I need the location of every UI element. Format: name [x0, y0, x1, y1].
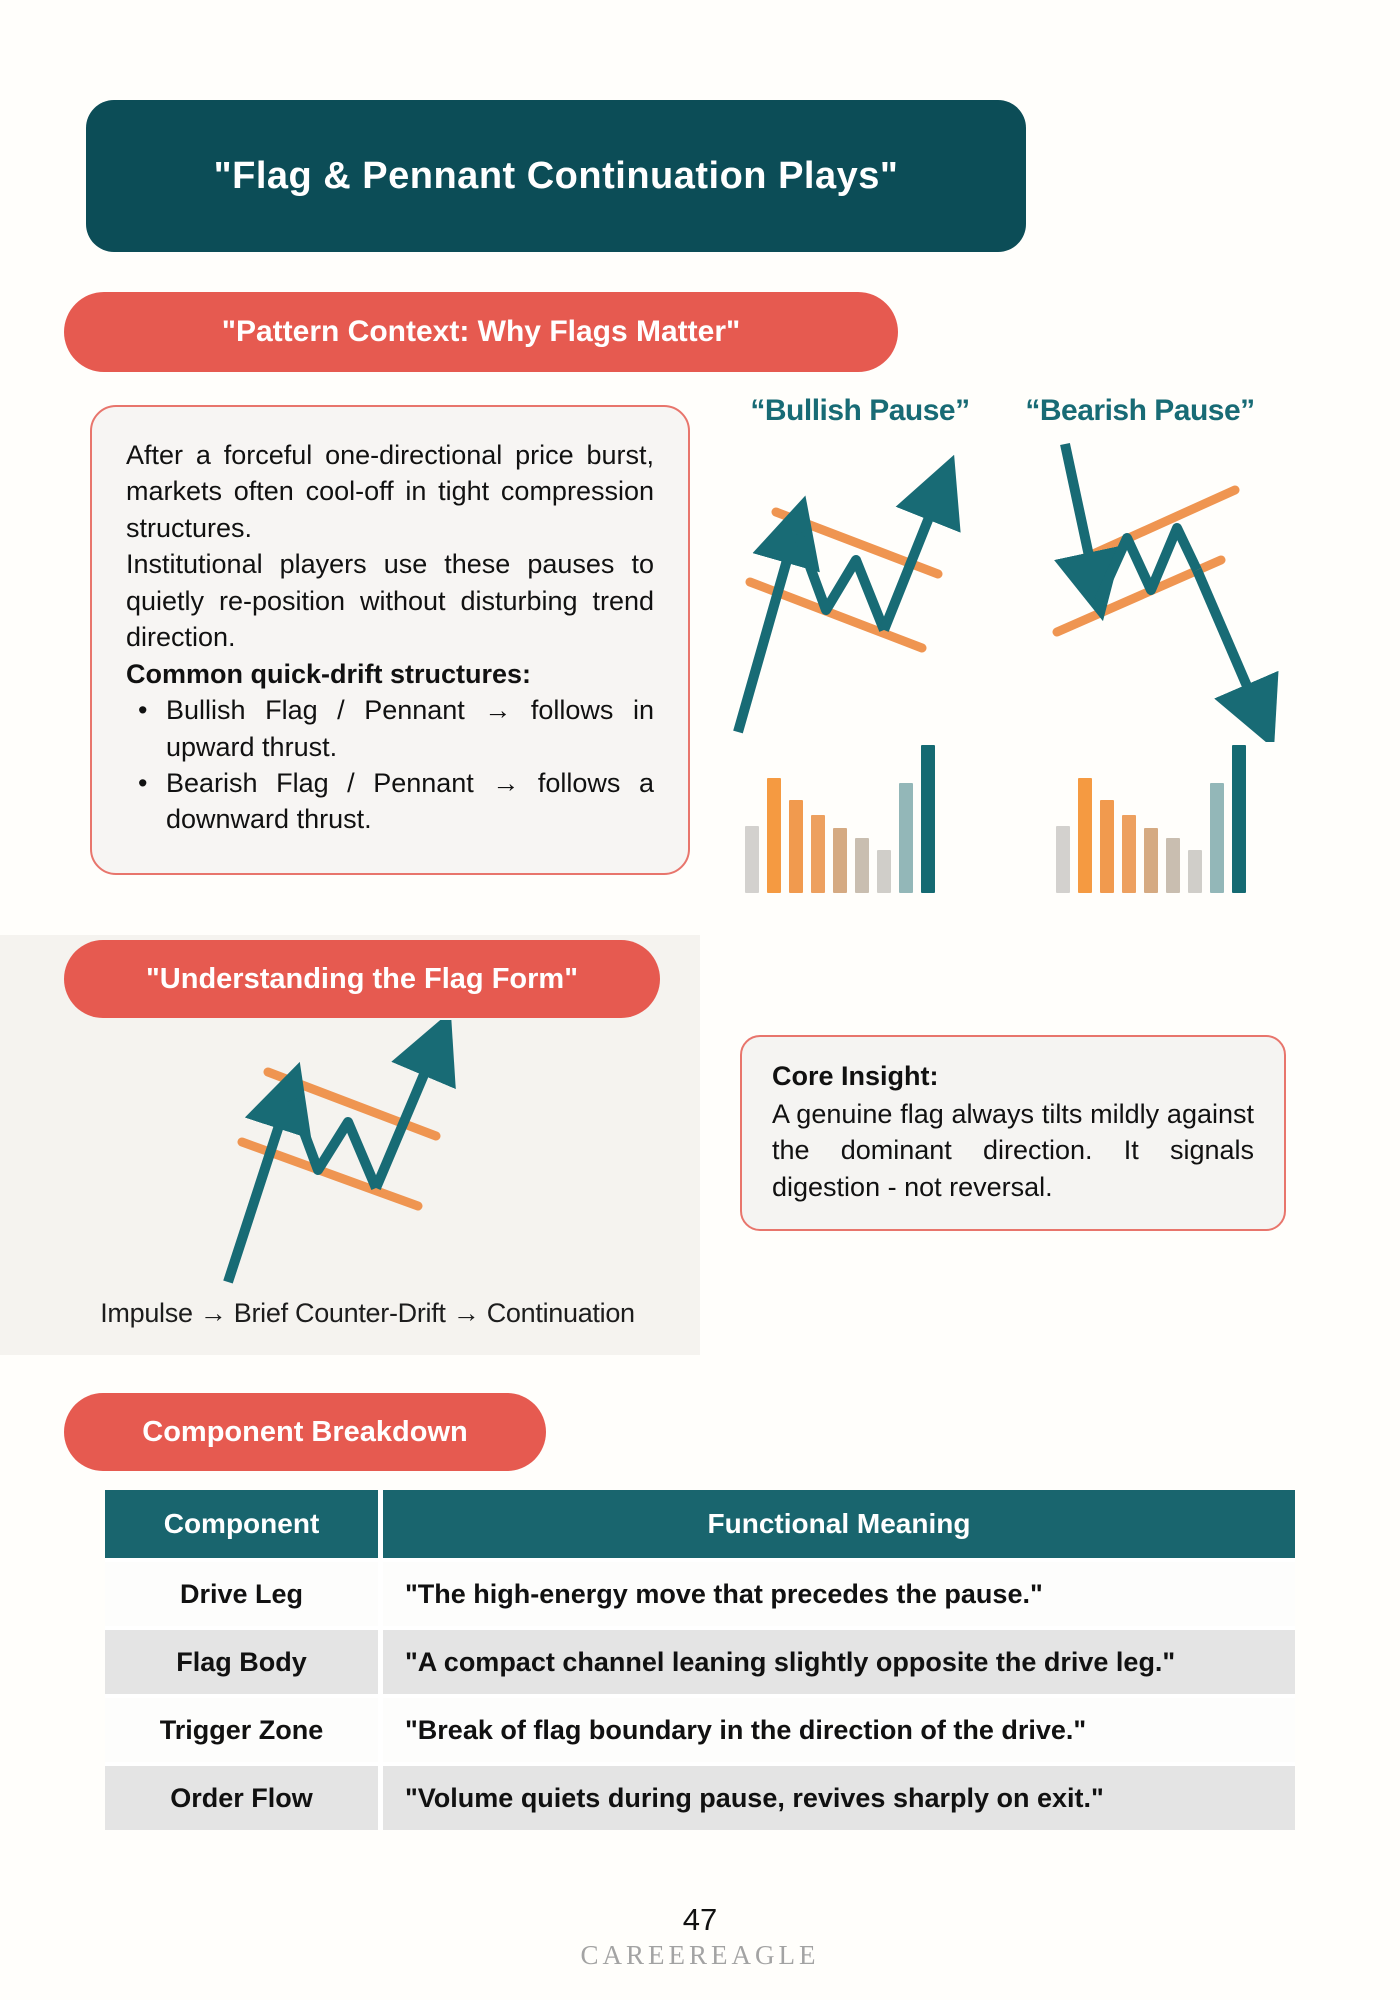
section-heading-label: "Pattern Context: Why Flags Matter" — [221, 315, 741, 348]
volume-bar — [1100, 800, 1114, 893]
core-insight-box — [740, 1035, 1286, 1231]
volume-bar — [833, 828, 847, 893]
context-paragraph-2: Institutional players use these pauses to quietly re-position without disturbing trend direction. — [126, 549, 654, 653]
cell-component: Order Flow — [105, 1766, 383, 1830]
table-row — [105, 1626, 1295, 1694]
section-heading-label: Component Breakdown — [142, 1415, 468, 1448]
bullish-pause-label: “Bullish Pause” — [750, 394, 970, 427]
context-bullet-list — [126, 692, 654, 838]
cell-meaning: "Break of flag boundary in the direction of the drive." — [405, 1714, 1087, 1745]
volume-bar — [767, 778, 781, 893]
brand-wordmark: CAREEREAGLE — [580, 1940, 820, 1970]
volume-bar — [877, 850, 891, 893]
bullet-bullish-flag: • Bullish Flag / Pennant → follows in upward thrust. — [126, 692, 654, 765]
page-title: "Flag & Pennant Continuation Plays" — [213, 154, 899, 197]
table-header-meaning: Functional Meaning — [707, 1508, 971, 1539]
cell-meaning: "The high-energy move that precedes the pause." — [405, 1578, 1043, 1609]
bullish-flag-chart — [700, 432, 1020, 742]
volume-bar — [1210, 783, 1224, 893]
cell-component: Flag Body — [105, 1630, 383, 1694]
bearish-flag-chart — [1005, 432, 1325, 742]
cell-meaning: "Volume quiets during pause, revives sharply on exit." — [405, 1782, 1104, 1813]
bearish-pause-label: “Bearish Pause” — [1025, 394, 1255, 427]
flag-zigzag — [1099, 528, 1197, 600]
table-row — [105, 1762, 1295, 1830]
context-paragraph-1: After a forceful one-directional price burst, markets often cool-off in tight compression structures. — [126, 440, 654, 543]
cell-meaning: "A compact channel leaning slightly opposite the drive leg." — [405, 1646, 1176, 1677]
continuation-arrow-down — [1197, 570, 1259, 714]
section-heading-label: "Understanding the Flag Form" — [146, 962, 578, 995]
flag-upper-channel-line — [1071, 490, 1235, 564]
volume-bar — [1056, 826, 1070, 893]
flag-form-caption: Impulse → Brief Counter-Drift → Continuation — [100, 1298, 635, 1328]
core-insight-body: A genuine flag always tilts mildly against the dominant direction. It signals digestion - not reversal. — [772, 1099, 1254, 1202]
context-text-box — [90, 405, 690, 875]
section-heading-flag-form — [64, 940, 660, 1018]
volume-bar — [855, 838, 869, 893]
bullish-volume-bars — [745, 745, 953, 893]
page-number: 47 — [682, 1902, 718, 1937]
context-list-lead: Common quick-drift structures: — [126, 658, 532, 689]
volume-bar — [1122, 815, 1136, 893]
volume-bar — [1166, 838, 1180, 893]
volume-bar — [1188, 850, 1202, 893]
cell-component: Trigger Zone — [105, 1698, 383, 1762]
volume-bar — [1144, 828, 1158, 893]
table-row — [105, 1558, 1295, 1626]
section-heading-pattern-context — [64, 292, 898, 372]
bearish-volume-bars — [1056, 745, 1264, 893]
bullet-bearish-flag: • Bearish Flag / Pennant → follows a downward thrust. — [126, 765, 654, 838]
flag-form-diagram — [100, 1020, 620, 1292]
table-header-row — [105, 1490, 1295, 1558]
volume-bar — [921, 745, 935, 893]
section-heading-component-breakdown — [64, 1393, 546, 1471]
core-insight-heading: Core Insight: — [772, 1061, 939, 1091]
cell-component: Drive Leg — [105, 1562, 383, 1626]
component-table — [105, 1490, 1295, 1830]
volume-bar — [1078, 778, 1092, 893]
impulse-arrow-up — [228, 1098, 288, 1282]
volume-bar — [789, 800, 803, 893]
table-row — [105, 1694, 1295, 1762]
volume-bar — [899, 783, 913, 893]
volume-bar — [745, 826, 759, 893]
page-title-banner — [86, 100, 1026, 252]
volume-bar — [811, 815, 825, 893]
table-header-component: Component — [105, 1490, 383, 1558]
volume-bar — [1232, 745, 1246, 893]
impulse-arrow-up — [738, 532, 795, 732]
